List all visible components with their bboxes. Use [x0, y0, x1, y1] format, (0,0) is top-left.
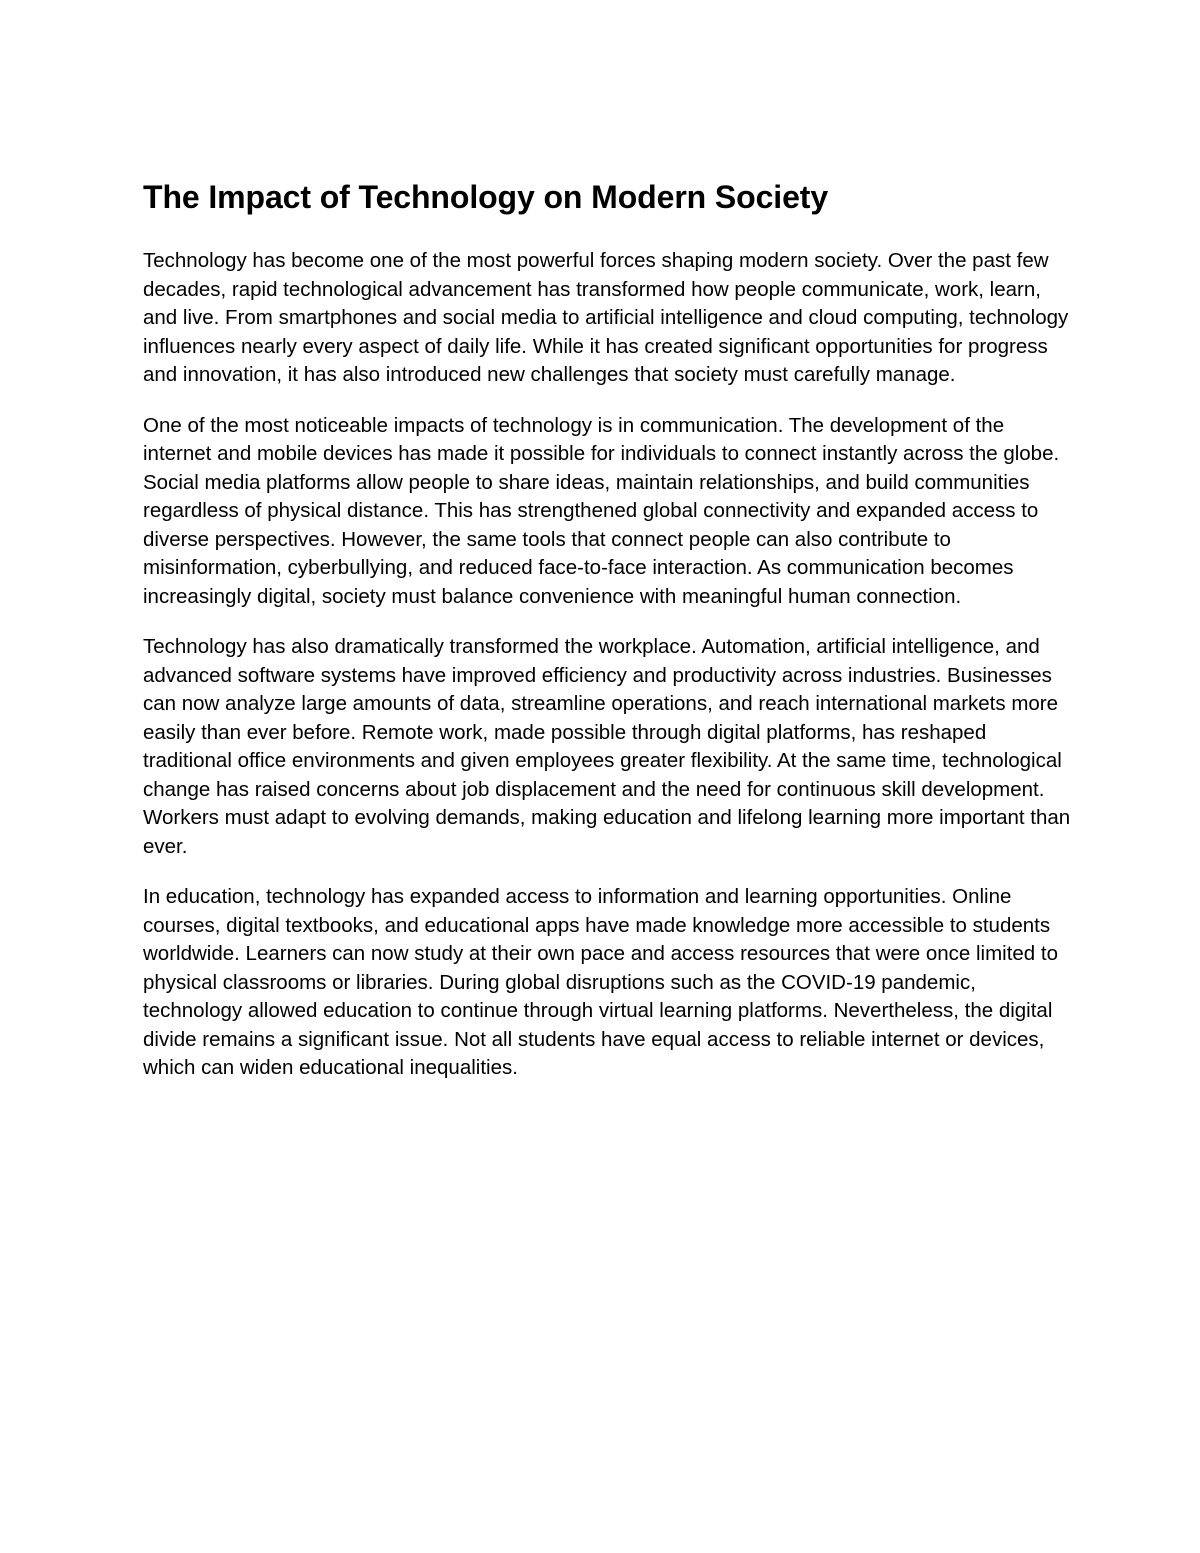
- document-title: The Impact of Technology on Modern Society: [143, 179, 829, 215]
- paragraph-intro: Technology has become one of the most powerful forces shaping modern society. Over the past few decades, rapid technological advancement has transformed how people communicate, work, learn, and live. From smartphones and social media to artificial intelligence and cloud computing, technology influences nearly every aspect of daily life. While it has created significant opportunities for progress and innovation, it has also introduced new challenges that society must carefully manage.: [143, 249, 1069, 386]
- paragraph-communication: One of the most noticeable impacts of technology is in communication. The development of the internet and mobile devices has made it possible for individuals to connect instantly across the globe. Social media platforms allow people to share ideas, maintain relationships, and build communities regardless of physical distance. This has strengthened global connectivity and expanded access to diverse perspectives. However, the same tools that connect people can also contribute to misinformation, cyberbullying, and reduced face-to-face interaction. As communication becomes increasingly digital, society must balance convenience with meaningful human connection.: [143, 413, 1060, 608]
- document-body: [143, 177, 1078, 1105]
- paragraph-education: In education, technology has expanded access to information and learning opportunities. Online courses, digital textbooks, and educational apps have made knowledge more accessible to students worldwide. Learners can now study at their own pace and access resources that were once limited to physical classrooms or libraries. During global disruptions such as the COVID-19 pandemic, technology allowed education to continue through virtual learning platforms. Nevertheless, the digital divide remains a significant issue. Not all students have equal access to reliable internet or devices, which can widen educational inequalities.: [143, 885, 1059, 1079]
- paragraph-workplace: Technology has also dramatically transformed the workplace. Automation, artificial intelligence, and advanced software systems have improved efficiency and productivity across industries. Businesses can now analyze large amounts of data, streamline operations, and reach international markets more easily than ever before. Remote work, made possible through digital platforms, has reshaped traditional office environments and given employees greater flexibility. At the same time, technological change has raised concerns about job displacement and the need for continuous skill development. Workers must adapt to evolving demands, making education and lifelong learning more important than ever.: [143, 635, 1071, 858]
